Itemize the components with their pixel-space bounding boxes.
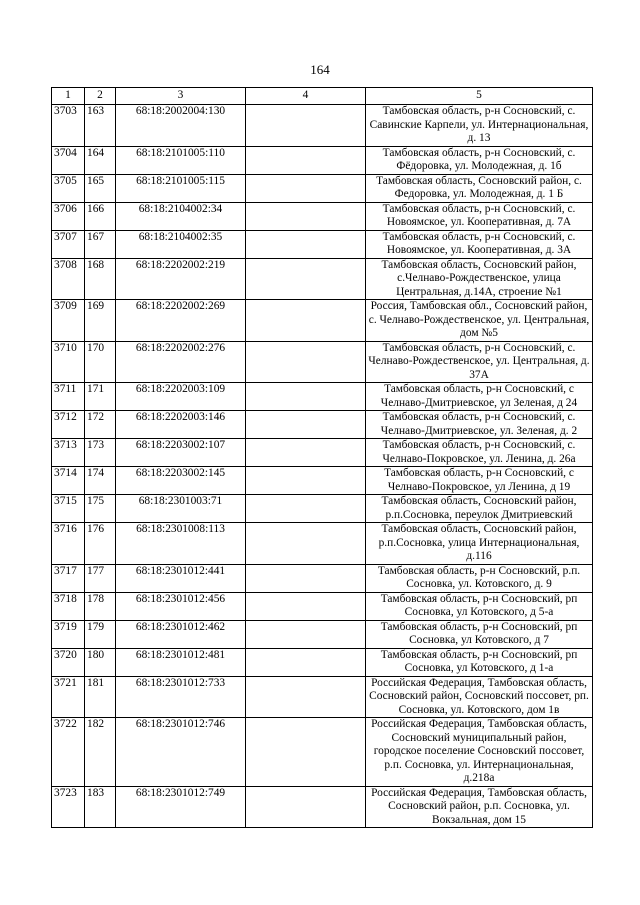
row-index-cell: 166 (85, 202, 116, 230)
row-index-cell: 170 (85, 341, 116, 383)
row-index-cell: 163 (85, 105, 116, 147)
cadastral-number-cell: 68:18:2202003:146 (116, 411, 246, 439)
cadastral-number-cell: 68:18:2301012:462 (116, 620, 246, 648)
table-row (52, 105, 593, 147)
row-index-cell: 164 (85, 146, 116, 174)
row-number-cell: 3719 (52, 620, 85, 648)
column-4-cell (246, 523, 366, 565)
table-row (52, 230, 593, 258)
cadastral-number-cell: 68:18:2202002:219 (116, 258, 246, 300)
table-row (52, 495, 593, 523)
page-number: 164 (310, 62, 330, 77)
column-header: 4 (246, 88, 366, 105)
row-number-cell: 3707 (52, 230, 85, 258)
table-row (52, 564, 593, 592)
row-index-cell: 183 (85, 786, 116, 828)
row-index-cell: 168 (85, 258, 116, 300)
column-4-cell (246, 495, 366, 523)
row-index-cell: 167 (85, 230, 116, 258)
table-row (52, 300, 593, 342)
table-header-row (52, 88, 593, 105)
address-cell: Тамбовская область, р-н Сосновский, с. Челнаво-Покровское, ул. Ленина, д. 26а (366, 439, 593, 467)
row-index-cell: 174 (85, 467, 116, 495)
row-index-cell: 177 (85, 564, 116, 592)
cadastral-number-cell: 68:18:2301012:733 (116, 676, 246, 718)
cadastral-number-cell: 68:18:2104002:35 (116, 230, 246, 258)
cadastral-number-cell: 68:18:2203002:145 (116, 467, 246, 495)
row-number-cell: 3706 (52, 202, 85, 230)
row-number-cell: 3721 (52, 676, 85, 718)
cadastral-number-cell: 68:18:2203002:107 (116, 439, 246, 467)
row-index-cell: 182 (85, 718, 116, 787)
column-4-cell (246, 718, 366, 787)
address-cell: Россия, Тамбовская обл., Сосновский район, с. Челнаво-Рождественское, ул. Центральная, дом №5 (366, 300, 593, 342)
column-4-cell (246, 202, 366, 230)
address-cell: Тамбовская область, Сосновский район, с. Федоровка, ул. Молодежная, д. 1 Б (366, 174, 593, 202)
row-number-cell: 3704 (52, 146, 85, 174)
row-index-cell: 178 (85, 592, 116, 620)
column-header: 1 (52, 88, 85, 105)
row-index-cell: 173 (85, 439, 116, 467)
table-row (52, 592, 593, 620)
row-index-cell: 180 (85, 648, 116, 676)
address-cell: Тамбовская область, р-н Сосновский, с. Челнаво-Дмитриевское, ул. Зеленая, д. 2 (366, 411, 593, 439)
address-cell: Тамбовская область, р-н Сосновский, с Челнаво-Дмитриевское, ул Зеленая, д 24 (366, 383, 593, 411)
column-4-cell (246, 439, 366, 467)
cadastral-number-cell: 68:18:2202003:109 (116, 383, 246, 411)
table-row (52, 383, 593, 411)
column-header: 5 (366, 88, 593, 105)
row-index-cell: 181 (85, 676, 116, 718)
row-index-cell: 165 (85, 174, 116, 202)
row-number-cell: 3720 (52, 648, 85, 676)
table-row (52, 523, 593, 565)
row-number-cell: 3713 (52, 439, 85, 467)
cadastral-number-cell: 68:18:2301012:441 (116, 564, 246, 592)
table-row (52, 648, 593, 676)
cadastral-number-cell: 68:18:2101005:110 (116, 146, 246, 174)
table-row (52, 341, 593, 383)
column-4-cell (246, 786, 366, 828)
row-number-cell: 3705 (52, 174, 85, 202)
table-row (52, 439, 593, 467)
table-row (52, 676, 593, 718)
address-cell: Тамбовская область, р-н Сосновский, с. Новоямское, ул. Кооперативная, д. 3А (366, 230, 593, 258)
cadastral-number-cell: 68:18:2301012:746 (116, 718, 246, 787)
cadastral-number-cell: 68:18:2202002:269 (116, 300, 246, 342)
column-4-cell (246, 300, 366, 342)
row-index-cell: 172 (85, 411, 116, 439)
row-number-cell: 3716 (52, 523, 85, 565)
row-number-cell: 3708 (52, 258, 85, 300)
table-body (52, 105, 593, 828)
column-4-cell (246, 676, 366, 718)
table-row (52, 174, 593, 202)
address-cell: Тамбовская область, р-н Сосновский, рп Сосновка, ул Котовского, д 7 (366, 620, 593, 648)
row-number-cell: 3722 (52, 718, 85, 787)
table-row (52, 258, 593, 300)
address-cell: Тамбовская область, р-н Сосновский, с. Челнаво-Рождественское, ул. Центральная, д. 37А (366, 341, 593, 383)
column-4-cell (246, 411, 366, 439)
row-index-cell: 175 (85, 495, 116, 523)
address-cell: Российская Федерация, Тамбовская область, Сосновский район, Сосновский поссовет, рп. Сосновка, ул. Котовского, дом 1в (366, 676, 593, 718)
table-row (52, 411, 593, 439)
address-cell: Тамбовская область, р-н Сосновский, с Челнаво-Покровское, ул Ленина, д 19 (366, 467, 593, 495)
row-number-cell: 3710 (52, 341, 85, 383)
row-index-cell: 169 (85, 300, 116, 342)
registry-table (51, 87, 593, 828)
row-number-cell: 3717 (52, 564, 85, 592)
row-number-cell: 3715 (52, 495, 85, 523)
cadastral-number-cell: 68:18:2301012:456 (116, 592, 246, 620)
address-cell: Тамбовская область, р-н Сосновский, рп Сосновка, ул Котовского, д 5-а (366, 592, 593, 620)
row-number-cell: 3712 (52, 411, 85, 439)
cadastral-number-cell: 68:18:2101005:115 (116, 174, 246, 202)
row-number-cell: 3703 (52, 105, 85, 147)
column-4-cell (246, 230, 366, 258)
column-4-cell (246, 105, 366, 147)
table-row (52, 620, 593, 648)
cadastral-number-cell: 68:18:2301012:749 (116, 786, 246, 828)
address-cell: Российская Федерация, Тамбовская область, Сосновский муниципальный район, городское поселение Сосновский поссовет, р.п. Сосновка, ул. Интернациональная, д.218а (366, 718, 593, 787)
address-cell: Тамбовская область, Сосновский район, р.п.Сосновка, переулок Дмитриевский (366, 495, 593, 523)
column-4-cell (246, 341, 366, 383)
column-4-cell (246, 174, 366, 202)
column-4-cell (246, 620, 366, 648)
column-4-cell (246, 564, 366, 592)
cadastral-number-cell: 68:18:2301008:113 (116, 523, 246, 565)
row-index-cell: 179 (85, 620, 116, 648)
address-cell: Российская Федерация, Тамбовская область, Сосновский район, р.п. Сосновка, ул. Вокзальная, дом 15 (366, 786, 593, 828)
table-row (52, 467, 593, 495)
row-number-cell: 3709 (52, 300, 85, 342)
cadastral-number-cell: 68:18:2301012:481 (116, 648, 246, 676)
row-index-cell: 176 (85, 523, 116, 565)
cadastral-number-cell: 68:18:2002004:130 (116, 105, 246, 147)
address-cell: Тамбовская область, р-н Сосновский, р.п. Сосновка, ул. Котовского, д. 9 (366, 564, 593, 592)
column-header: 3 (116, 88, 246, 105)
column-4-cell (246, 592, 366, 620)
column-4-cell (246, 467, 366, 495)
cadastral-number-cell: 68:18:2301003:71 (116, 495, 246, 523)
row-number-cell: 3714 (52, 467, 85, 495)
column-header: 2 (85, 88, 116, 105)
address-cell: Тамбовская область, р-н Сосновский, рп Сосновка, ул Котовского, д 1-а (366, 648, 593, 676)
address-cell: Тамбовская область, р-н Сосновский, с. Савинские Карпели, ул. Интернациональная, д. 13 (366, 105, 593, 147)
table-row (52, 786, 593, 828)
column-4-cell (246, 258, 366, 300)
address-cell: Тамбовская область, Сосновский район, р.п.Сосновка, улица Интернациональная, д.116 (366, 523, 593, 565)
address-cell: Тамбовская область, р-н Сосновский, с. Фёдоровка, ул. Молодежная, д. 1б (366, 146, 593, 174)
row-number-cell: 3723 (52, 786, 85, 828)
column-4-cell (246, 146, 366, 174)
column-4-cell (246, 383, 366, 411)
address-cell: Тамбовская область, р-н Сосновский, с. Новоямское, ул. Кооперативная, д. 7А (366, 202, 593, 230)
row-index-cell: 171 (85, 383, 116, 411)
row-number-cell: 3711 (52, 383, 85, 411)
column-4-cell (246, 648, 366, 676)
row-number-cell: 3718 (52, 592, 85, 620)
cadastral-number-cell: 68:18:2104002:34 (116, 202, 246, 230)
table-row (52, 202, 593, 230)
address-cell: Тамбовская область, Сосновский район, с.Челнаво-Рождественское, улица Центральная, д.14А, строение №1 (366, 258, 593, 300)
table-row (52, 718, 593, 787)
cadastral-number-cell: 68:18:2202002:276 (116, 341, 246, 383)
table-row (52, 146, 593, 174)
